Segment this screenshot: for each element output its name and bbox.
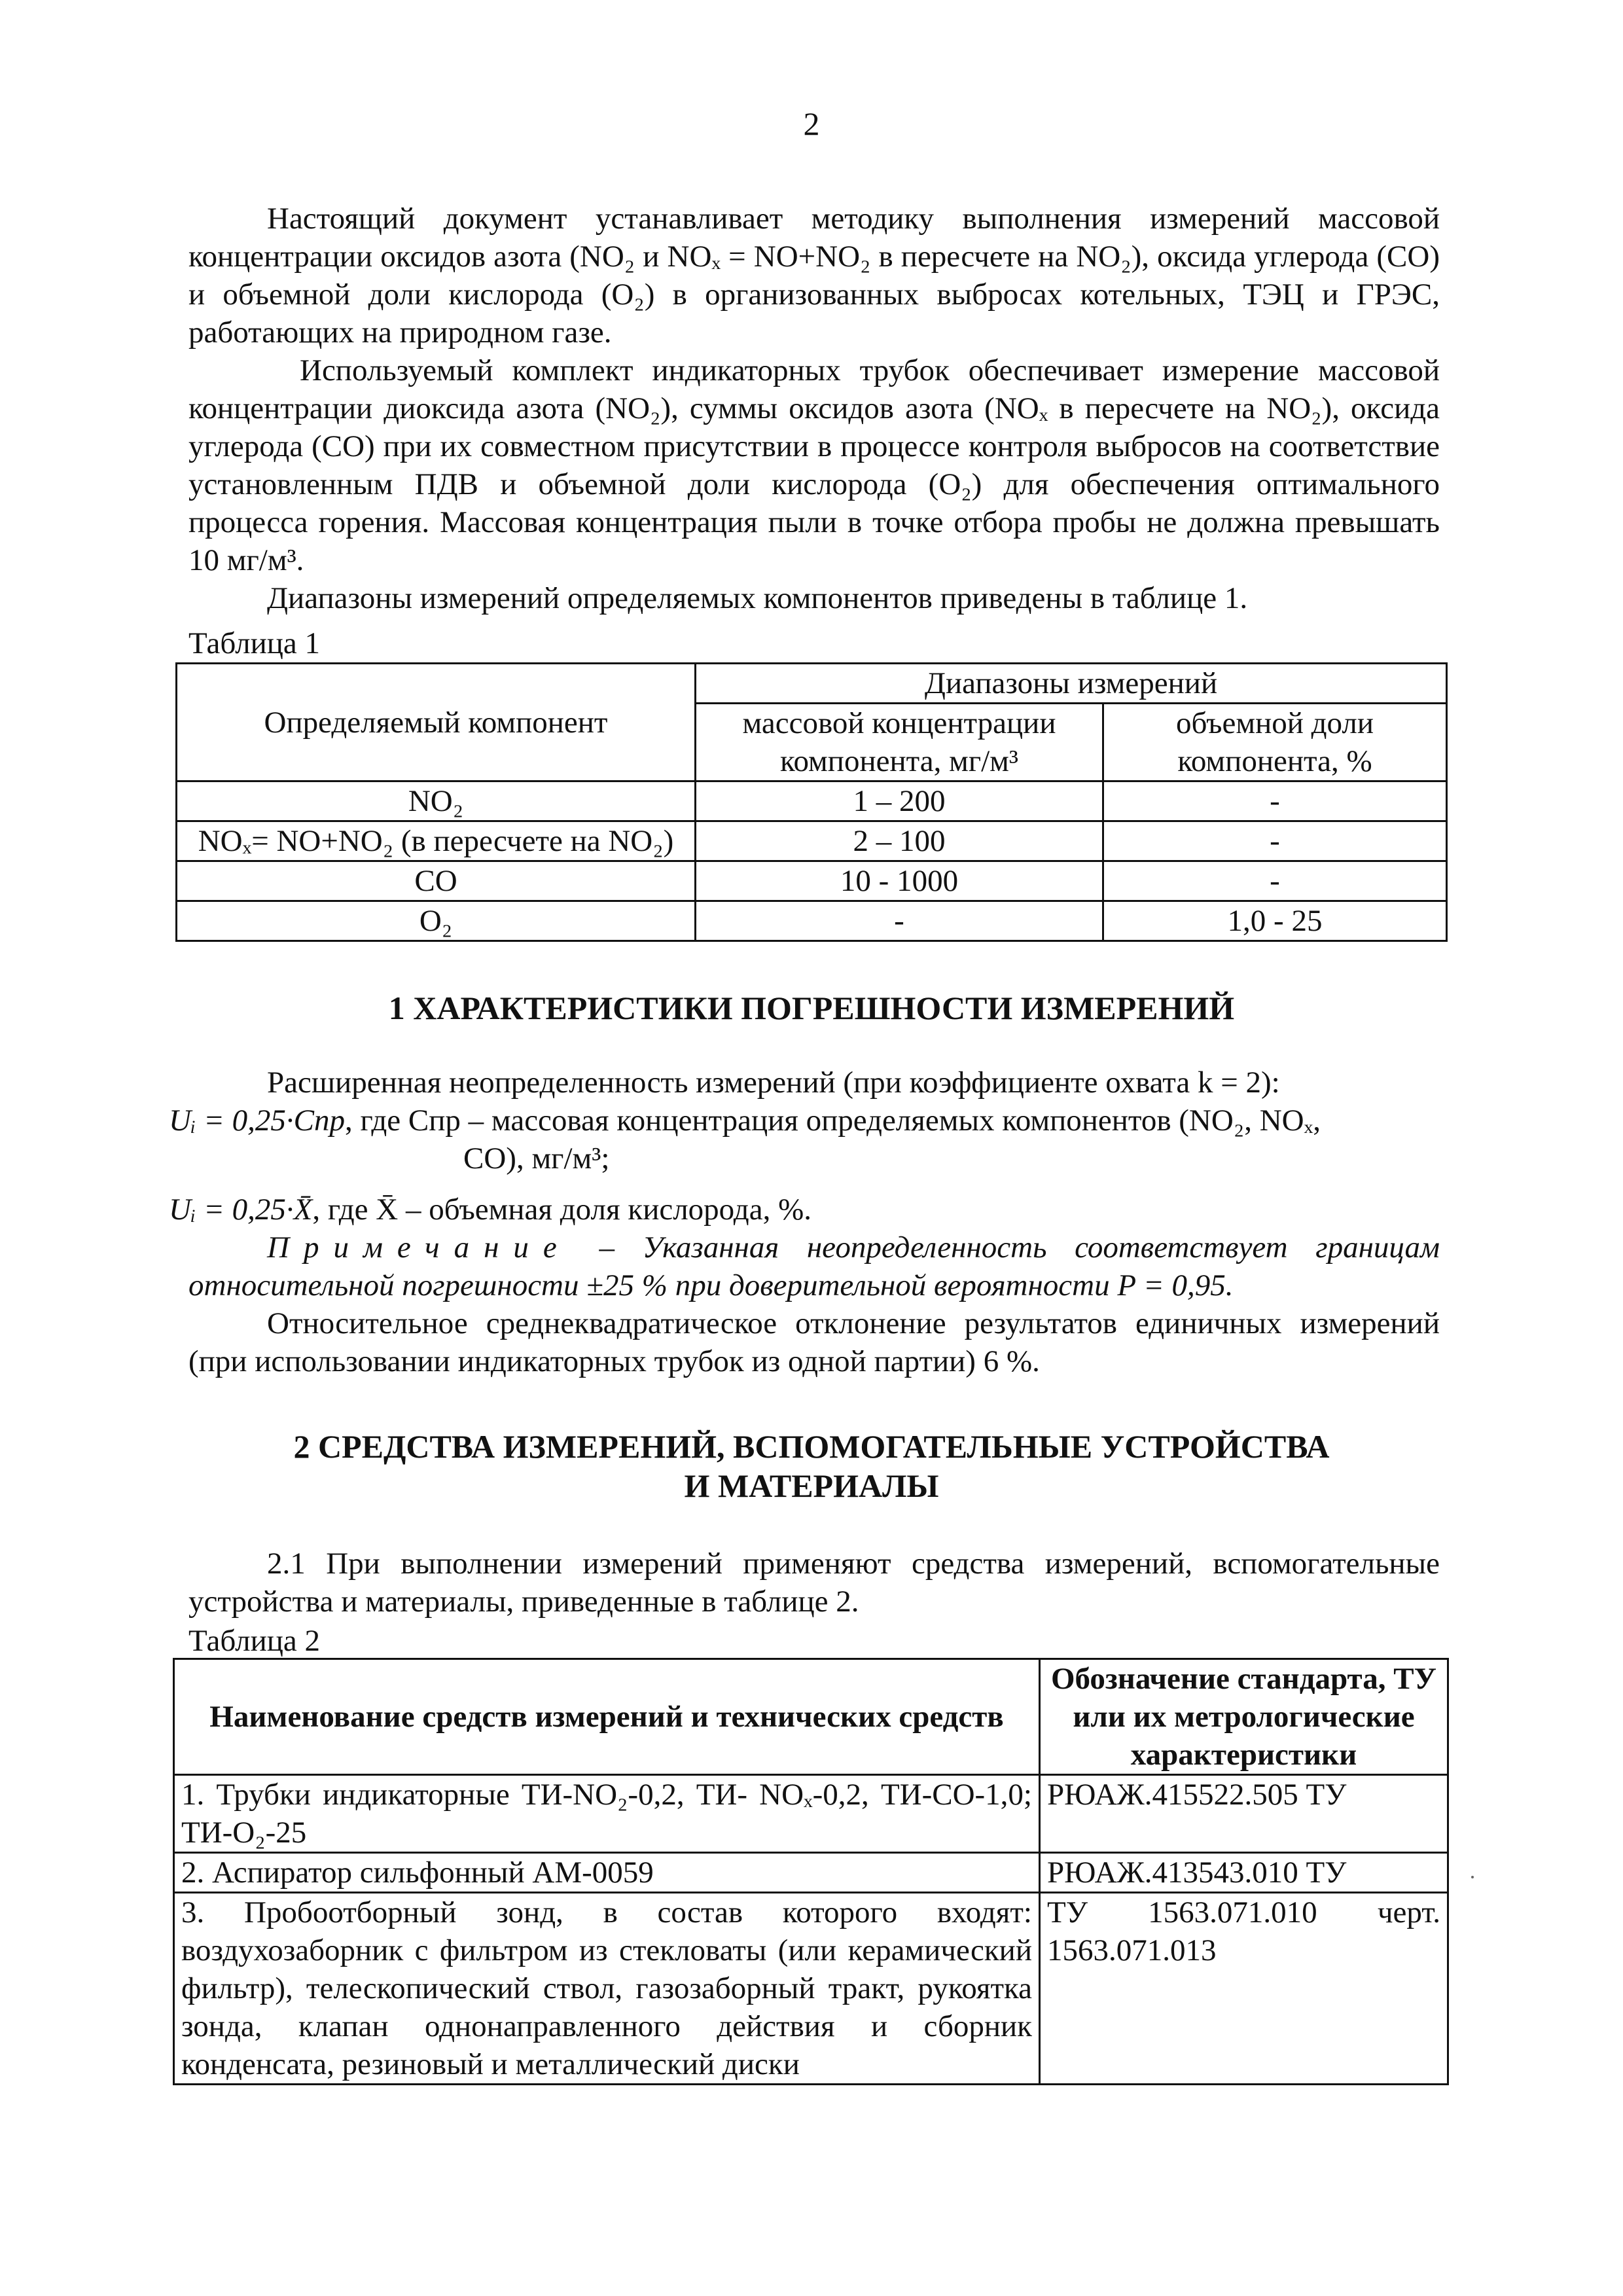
table2-cell-standard: ТУ 1563.071.010 черт. 1563.071.013: [1040, 1893, 1448, 2085]
table-row: [174, 1893, 1448, 2085]
table1-cell-component: CO: [177, 861, 696, 901]
table-2: [173, 1658, 1449, 2085]
table2-cell-standard: РЮАЖ.415522.505 ТУ: [1040, 1775, 1448, 1853]
table1-cell-mass: 2 – 100: [696, 821, 1103, 861]
uncertainty-intro: Расширенная неопределенность измерений (при коэффициенте охвата k = 2):: [267, 1066, 1280, 1100]
note-text: – Указанная неопределенность соответствует границам относительной погрешности ±25 % при доверительной вероятности P = 0,95.: [188, 1230, 1440, 1302]
formula-2-expression: Uᵢ = 0,25·X̄: [169, 1193, 313, 1227]
table1-cell-volume: -: [1103, 821, 1447, 861]
table1-cell-component: NOₓ= NO+NO₂ (в пересчете на NO₂): [177, 821, 696, 861]
note-label: Примечание: [267, 1230, 571, 1265]
table2-cell-standard: РЮАЖ.413543.010 ТУ: [1040, 1853, 1448, 1893]
table1-caption: Таблица 1: [188, 626, 321, 660]
std-deviation-paragraph: Относительное среднеквадратическое отклонение результатов единичных измерений (при использовании индикаторных трубок из одной партии) 6 %.: [188, 1306, 1440, 1378]
formula-1: [169, 1102, 1440, 1139]
table1-cell-volume: -: [1103, 861, 1447, 901]
table1-header-ranges: Диапазоны измерений: [696, 664, 1447, 704]
table2-header-name: Наименование средств измерений и технических средств: [174, 1659, 1040, 1775]
section2-title-line-2: И МАТЕРИАЛЫ: [684, 1467, 939, 1504]
intro-section: [188, 200, 1440, 617]
intro-paragraph-3: Диапазоны измерений определяемых компонентов приведены в таблице 1.: [267, 581, 1248, 615]
table1-header-mass: массовой концентрации компонента, мг/м³: [696, 704, 1103, 781]
formula-1-expression: Uᵢ = 0,25·Cпр: [169, 1103, 345, 1138]
table-1: [175, 662, 1448, 942]
intro-paragraph-2: Используемый комплект индикаторных трубок обеспечивает измерение массовой концентрации диоксида азота (NO₂), суммы оксидов азота (NOₓ в пересчете на NO₂), оксида углерода (CO) при их совместном присутствии в процессе контроля выбросов на соответствие установленным ПДВ и объемной доли кислорода (O₂) для обеспечения оптимального процесса горения. Массовая концентрация пыли в точке отбора пробы не должна превышать 10 мг/м³.: [188, 353, 1440, 577]
table1-cell-mass: 10 - 1000: [696, 861, 1103, 901]
formula-1-description: , где Cпр – массовая концентрация определяемых компонентов (NO₂, NOₓ,: [344, 1103, 1321, 1138]
table1-cell-component: O₂: [177, 901, 696, 941]
scan-speck: [1471, 1876, 1474, 1878]
formula-2-description: , где X̄ – объемная доля кислорода, %.: [312, 1193, 812, 1227]
table2-cell-name: 2. Аспиратор сильфонный АМ-0059: [174, 1853, 1040, 1893]
table1-cell-component: NO₂: [177, 781, 696, 821]
section2-paragraph-1: 2.1 При выполнении измерений применяют средства измерений, вспомогательные устройства и материалы, приведенные в таблице 2.: [188, 1547, 1440, 1619]
table-row: [177, 821, 1447, 861]
section2-title-line-1: 2 СРЕДСТВА ИЗМЕРЕНИЙ, ВСПОМОГАТЕЛЬНЫЕ УСТРОЙСТВА: [293, 1428, 1330, 1465]
table1-cell-mass: -: [696, 901, 1103, 941]
table1-header-component: Определяемый компонент: [177, 664, 696, 781]
formula-1-continuation: CO), мг/м³;: [463, 1141, 610, 1175]
table-row: [174, 1775, 1448, 1853]
table-row: [177, 901, 1447, 941]
intro-paragraph-1: Настоящий документ устанавливает методику выполнения измерений массовой концентрации оксидов азота (NO₂ и NOₓ = NO+NO₂ в пересчете на NO₂), оксида углерода (CO) и объемной доли кислорода (O₂) в организованных выбросах котельных, ТЭЦ и ГРЭС, работающих на природном газе.: [188, 202, 1440, 350]
table2-caption: Таблица 2: [188, 1624, 321, 1658]
note: [188, 1229, 1440, 1304]
section1-body: [169, 1064, 1440, 1380]
table-row: [174, 1853, 1448, 1893]
table1-cell-mass: 1 – 200: [696, 781, 1103, 821]
table-row: [177, 781, 1447, 821]
table2-cell-name: 1. Трубки индикаторные ТИ-NO₂-0,2, ТИ- NOₓ-0,2, ТИ-СО-1,0; ТИ-O₂-25: [174, 1775, 1040, 1853]
section1-title: 1 ХАРАКТЕРИСТИКИ ПОГРЕШНОСТИ ИЗМЕРЕНИЙ: [388, 990, 1235, 1026]
formula-2: [169, 1191, 1440, 1229]
section2-body: [188, 1545, 1440, 1621]
table2-header-standard: Обозначение стандарта, ТУ или их метрологические характеристики: [1040, 1659, 1448, 1775]
table-row: [177, 861, 1447, 901]
table1-cell-volume: -: [1103, 781, 1447, 821]
page-number: 2: [803, 105, 820, 142]
table1-cell-volume: 1,0 - 25: [1103, 901, 1447, 941]
table2-cell-name: 3. Пробоотборный зонд, в состав которого входят: воздухозаборник с фильтром из стекловаты (или керамический фильтр), телескопический ствол, газозаборный тракт, рукоятка зонда, клапан однонаправленного действия и сборник конденсата, резиновый и металлический диски: [174, 1893, 1040, 2085]
table1-header-volume: объемной доли компонента, %: [1103, 704, 1447, 781]
